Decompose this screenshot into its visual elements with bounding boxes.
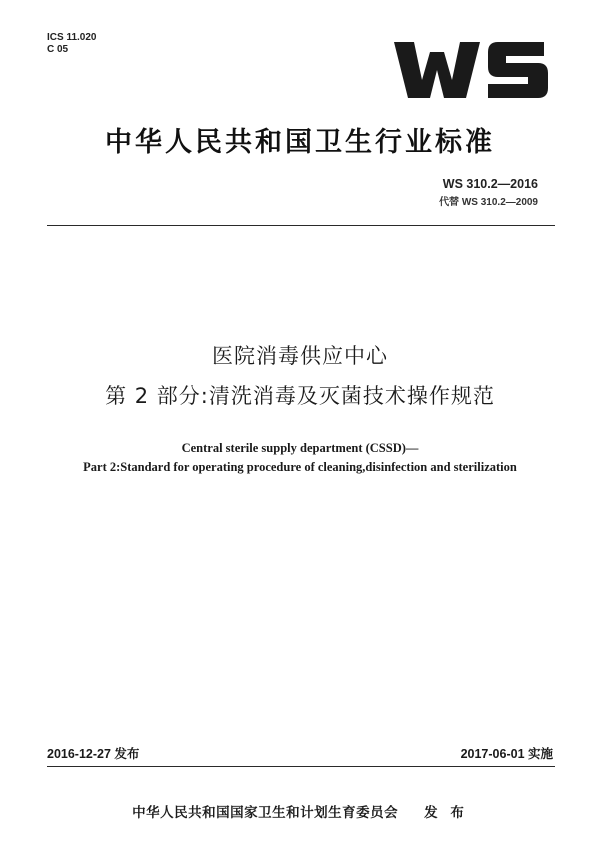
ws-logo-letter-w [394, 42, 480, 98]
classification-codes [47, 32, 96, 56]
document-number: WS 310.2—2016 [442, 177, 538, 191]
ws-logo-letter-s [488, 42, 548, 98]
main-title-line-1: 医院消毒供应中心 [212, 344, 388, 368]
effective-date: 2017-06-01 实施 [460, 747, 553, 761]
english-title-line-1: Central sterile supply department (CSSD)— [181, 441, 419, 455]
english-title-line-2: Part 2:Standard for operating procedure of cleaning,disinfection and sterilization [83, 460, 517, 474]
publisher-line [0, 801, 600, 821]
publisher-name: 中华人民共和国国家卫生和计划生育委员会 [132, 805, 399, 821]
standard-type-title: 中华人民共和国卫生行业标准 [105, 127, 495, 158]
ics-code: ICS 11.020 [47, 32, 97, 43]
replaces-document-number: 代替 WS 310.2—2009 [439, 197, 538, 208]
main-title-line-2: 第 2 部分:清洗消毒及灭菌技术操作规范 [105, 384, 495, 408]
issue-date: 2016-12-27 发布 [47, 747, 140, 761]
top-divider [47, 225, 555, 226]
ws-logo [392, 40, 552, 100]
ccs-code: C 05 [47, 44, 69, 55]
bottom-divider [47, 766, 555, 767]
publish-action: 发 布 [424, 805, 468, 821]
